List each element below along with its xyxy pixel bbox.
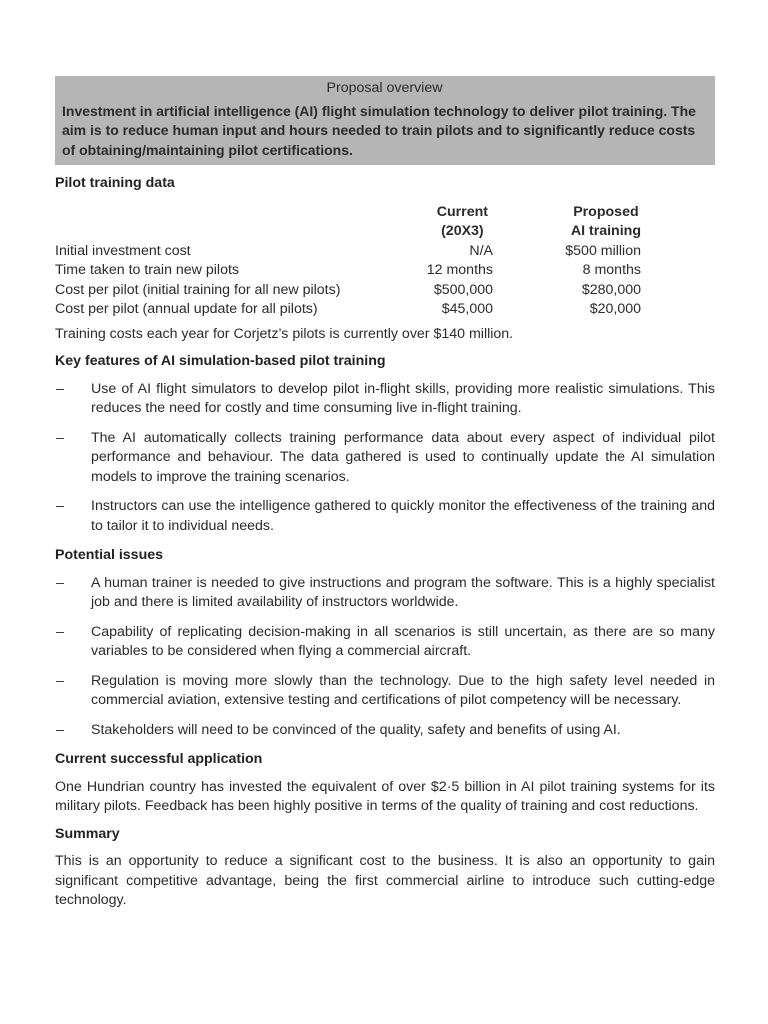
dash-bullet: –: [56, 623, 64, 640]
row-label: Cost per pilot (annual update for all pilots): [55, 301, 318, 317]
list-item-text: Use of AI flight simulators to develop pilot in-flight skills, providing more realistic simulations. This reduces the need for costly and time consuming live in-flight training.: [91, 380, 715, 416]
list-item: [55, 380, 715, 419]
table-row: [55, 261, 641, 281]
row-current-value: N/A: [469, 242, 493, 259]
row-label: Cost per pilot (initial training for all new pilots): [55, 281, 341, 298]
row-label: Initial investment cost: [55, 242, 191, 259]
column-header-current: [437, 203, 488, 242]
application-text: One Hundrian country has invested the equivalent of over $2·5 billion in AI pilot training systems for its military pilots. Feedback has been highly positive in terms of the quality of training and cost reductions.: [55, 778, 715, 814]
table-header-row: [55, 203, 641, 242]
row-proposed-value: 8 months: [582, 262, 641, 278]
potential-issues-list: [55, 574, 715, 741]
column-header-current-line1: Current: [436, 203, 488, 220]
row-proposed-value: $280,000: [581, 281, 641, 298]
row-label: Time taken to train new pilots: [55, 262, 239, 278]
list-item: [55, 429, 715, 488]
overview-title: Proposal overview: [326, 80, 443, 96]
row-proposed-value: $20,000: [589, 301, 641, 317]
training-data-heading: Pilot training data: [55, 175, 175, 191]
list-item: [55, 623, 715, 662]
dash-bullet: –: [56, 429, 64, 446]
list-item: [55, 672, 715, 711]
dash-bullet: –: [56, 380, 64, 397]
training-costs-note: Training costs each year for Corjetz’s pilots is currently over $140 million.: [55, 325, 514, 342]
list-item-text: A human trainer is needed to give instructions and program the software. This is a highly specialist job and there is limited availability of instructors worldwide.: [91, 574, 715, 610]
potential-issues-heading: Potential issues: [55, 547, 164, 563]
summary-text: This is an opportunity to reduce a significant cost to the business. It is also an opportunity to gain significant competitive advantage, being the first commercial airline to introduce such cutting-edge technology.: [55, 853, 715, 908]
row-current-value: $45,000: [441, 301, 493, 317]
list-item-text: Regulation is moving more slowly than the technology. Due to the high safety level needed in commercial aviation, extensive testing and certifications of pilot competency will be necessary.: [91, 672, 715, 708]
list-item: [55, 574, 715, 613]
column-header-proposed-line2: AI training: [570, 223, 641, 239]
list-item-text: The AI automatically collects training performance data about every aspect of individual pilot performance and behaviour. The data gathered is used to continually update the AI simulation models to improve the training scenarios.: [91, 429, 715, 485]
column-header-current-line2: (20X3): [441, 223, 484, 239]
application-heading: Current successful application: [55, 751, 263, 767]
dash-bullet: –: [56, 498, 64, 514]
list-item: [55, 497, 715, 536]
column-header-proposed: [571, 203, 641, 242]
row-current-value: 12 months: [426, 262, 493, 278]
dash-bullet: –: [56, 672, 64, 689]
dash-bullet: –: [56, 574, 64, 591]
list-item: [55, 721, 715, 741]
proposal-overview-box: [55, 76, 715, 165]
training-data-table: [55, 203, 641, 320]
overview-body: Investment in artificial intelligence (AI) flight simulation technology to deliver pilot training. The aim is to reduce human input and hours needed to train pilots and to significantly reduce costs of obtaining/maintaining pilot certifications.: [62, 102, 696, 158]
document-page: [55, 76, 715, 919]
row-current-value: $500,000: [433, 281, 493, 298]
list-item-text: Capability of replicating decision-making in all scenarios is still uncertain, as there are so many variables to be considered when flying a commercial aircraft.: [91, 623, 715, 659]
summary-heading: Summary: [55, 825, 120, 842]
row-proposed-value: $500 million: [565, 242, 641, 259]
table-row: [55, 242, 641, 262]
key-features-list: [55, 380, 715, 537]
dash-bullet: –: [56, 721, 64, 738]
column-header-proposed-line1: Proposed: [573, 203, 639, 220]
table-row: [55, 281, 641, 301]
list-item-text: Stakeholders will need to be convinced of the quality, safety and benefits of using AI.: [91, 721, 621, 738]
table-row: [55, 300, 641, 320]
key-features-heading: Key features of AI simulation-based pilot training: [55, 353, 386, 369]
list-item-text: Instructors can use the intelligence gathered to quickly monitor the effectiveness of the training and to tailor it to individual needs.: [91, 498, 715, 534]
